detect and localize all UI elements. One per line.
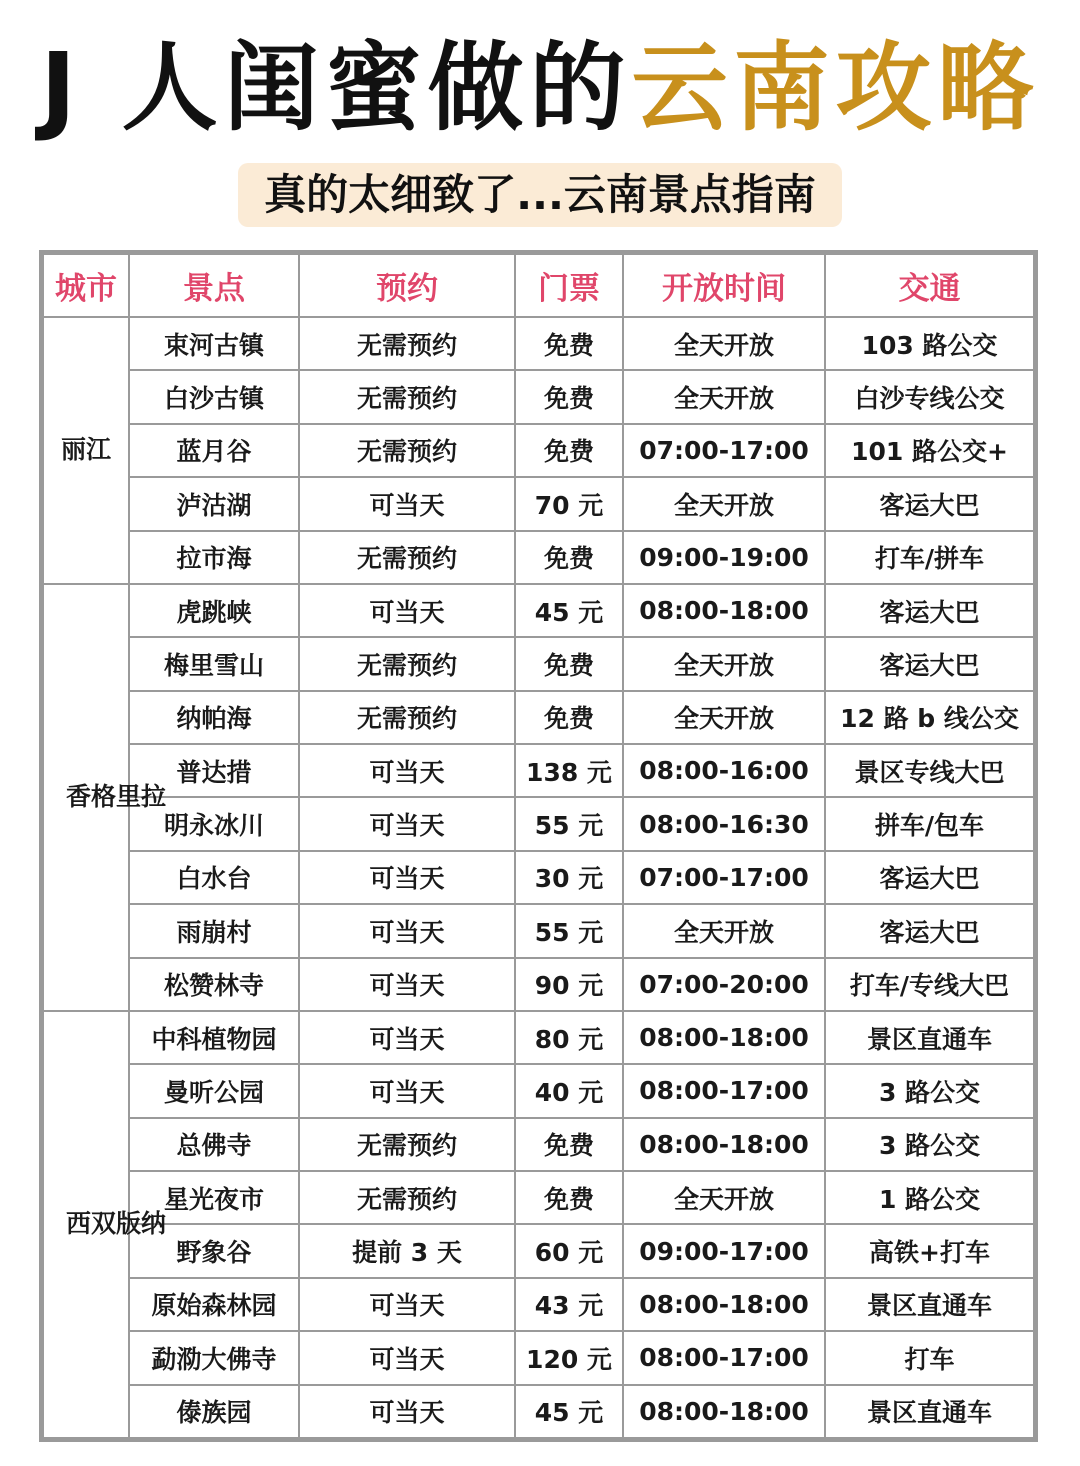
attraction-cell: 中科植物园: [129, 1011, 299, 1064]
ticket-cell: 43 元: [515, 1278, 623, 1331]
ticket-cell: 免费: [515, 424, 623, 477]
transport-cell: 打车/拼车: [825, 531, 1034, 584]
table-row: [43, 1064, 1034, 1117]
transport-cell: 3 路公交: [825, 1118, 1034, 1171]
city-label: 丽江: [60, 435, 111, 465]
transport-cell: 客运大巴: [825, 637, 1034, 690]
ticket-cell: 免费: [515, 370, 623, 423]
hours-cell: 08:00-16:00: [623, 744, 825, 797]
table-row: [43, 1385, 1034, 1439]
reservation-cell: 无需预约: [299, 531, 515, 584]
table-row: [43, 1118, 1034, 1171]
title-highlight: 云南攻略: [631, 32, 1040, 144]
ticket-cell: 55 元: [515, 904, 623, 957]
column-header-transport: 交通: [825, 254, 1034, 317]
ticket-cell: 免费: [515, 317, 623, 370]
ticket-cell: 免费: [515, 1171, 623, 1224]
attraction-cell: 曼听公园: [129, 1064, 299, 1117]
attraction-cell: 雨崩村: [129, 904, 299, 957]
ticket-cell: 70 元: [515, 477, 623, 530]
attraction-cell: 白沙古镇: [129, 370, 299, 423]
column-header-hours: 开放时间: [623, 254, 825, 317]
table-row: [43, 958, 1034, 1011]
attraction-cell: 野象谷: [129, 1224, 299, 1277]
ticket-cell: 免费: [515, 1118, 623, 1171]
city-cell: [43, 1011, 167, 1438]
city-label: 西双版纳: [66, 1209, 167, 1239]
page-title: [0, 28, 1080, 148]
hours-cell: 07:00-20:00: [623, 958, 825, 1011]
transport-cell: 客运大巴: [825, 477, 1034, 530]
transport-cell: 景区专线大巴: [825, 744, 1034, 797]
hours-cell: 全天开放: [623, 477, 825, 530]
transport-cell: 1 路公交: [825, 1171, 1034, 1224]
hours-cell: 08:00-18:00: [623, 1278, 825, 1331]
ticket-cell: 80 元: [515, 1011, 623, 1064]
hours-cell: 08:00-18:00: [623, 1011, 825, 1064]
table-body: [43, 317, 1034, 1438]
hours-cell: 07:00-17:00: [623, 851, 825, 904]
transport-cell: 景区直通车: [825, 1011, 1034, 1064]
reservation-cell: 提前 3 天: [299, 1224, 515, 1277]
hours-cell: 09:00-17:00: [623, 1224, 825, 1277]
attractions-table: [42, 253, 1035, 1439]
attraction-cell: 纳帕海: [129, 691, 299, 744]
table-row: [43, 584, 1034, 637]
table-row: [43, 851, 1034, 904]
reservation-cell: 可当天: [299, 744, 515, 797]
transport-cell: 高铁+打车: [825, 1224, 1034, 1277]
transport-cell: 景区直通车: [825, 1278, 1034, 1331]
reservation-cell: 无需预约: [299, 370, 515, 423]
transport-cell: 打车/专线大巴: [825, 958, 1034, 1011]
reservation-cell: 可当天: [299, 477, 515, 530]
hours-cell: 全天开放: [623, 370, 825, 423]
attraction-cell: 明永冰川: [129, 797, 299, 850]
column-header-reservation: 预约: [299, 254, 515, 317]
hours-cell: 全天开放: [623, 1171, 825, 1224]
transport-cell: 白沙专线公交: [825, 370, 1034, 423]
transport-cell: 景区直通车: [825, 1385, 1034, 1439]
reservation-cell: 可当天: [299, 1064, 515, 1117]
table-row: [43, 691, 1034, 744]
title-prefix: J 人闺蜜做的: [40, 32, 632, 144]
hours-cell: 全天开放: [623, 317, 825, 370]
attraction-cell: 虎跳峡: [129, 584, 299, 637]
attraction-cell: 束河古镇: [129, 317, 299, 370]
city-cell: [43, 317, 129, 584]
hours-cell: 全天开放: [623, 904, 825, 957]
reservation-cell: 可当天: [299, 1331, 515, 1384]
ticket-cell: 138 元: [515, 744, 623, 797]
attraction-cell: 普达措: [129, 744, 299, 797]
attractions-table-container: [39, 250, 1038, 1442]
hours-cell: 08:00-18:00: [623, 584, 825, 637]
transport-cell: 3 路公交: [825, 1064, 1034, 1117]
reservation-cell: 无需预约: [299, 1171, 515, 1224]
table-row: [43, 1331, 1034, 1384]
ticket-cell: 120 元: [515, 1331, 623, 1384]
reservation-cell: 无需预约: [299, 1118, 515, 1171]
transport-cell: 打车: [825, 1331, 1034, 1384]
ticket-cell: 60 元: [515, 1224, 623, 1277]
attraction-cell: 原始森林园: [129, 1278, 299, 1331]
attraction-cell: 勐泐大佛寺: [129, 1331, 299, 1384]
reservation-cell: 可当天: [299, 851, 515, 904]
hours-cell: 全天开放: [623, 691, 825, 744]
hours-cell: 08:00-17:00: [623, 1331, 825, 1384]
hours-cell: 08:00-17:00: [623, 1064, 825, 1117]
hours-cell: 08:00-18:00: [623, 1385, 825, 1439]
ticket-cell: 40 元: [515, 1064, 623, 1117]
ticket-cell: 免费: [515, 637, 623, 690]
column-header-attraction: 景点: [129, 254, 299, 317]
reservation-cell: 可当天: [299, 904, 515, 957]
ticket-cell: 55 元: [515, 797, 623, 850]
attraction-cell: 泸沽湖: [129, 477, 299, 530]
attraction-cell: 星光夜市: [129, 1171, 299, 1224]
ticket-cell: 免费: [515, 531, 623, 584]
subtitle-banner: 真的太细致了...云南景点指南: [238, 163, 842, 227]
column-header-city: 城市: [43, 254, 129, 317]
table-row: [43, 1011, 1034, 1064]
transport-cell: 客运大巴: [825, 584, 1034, 637]
reservation-cell: 无需预约: [299, 317, 515, 370]
table-row: [43, 370, 1034, 423]
table-row: [43, 744, 1034, 797]
reservation-cell: 可当天: [299, 797, 515, 850]
transport-cell: 101 路公交+: [825, 424, 1034, 477]
reservation-cell: 无需预约: [299, 691, 515, 744]
reservation-cell: 可当天: [299, 584, 515, 637]
hours-cell: 09:00-19:00: [623, 531, 825, 584]
transport-cell: 客运大巴: [825, 851, 1034, 904]
ticket-cell: 30 元: [515, 851, 623, 904]
reservation-cell: 可当天: [299, 1278, 515, 1331]
transport-cell: 拼车/包车: [825, 797, 1034, 850]
attraction-cell: 白水台: [129, 851, 299, 904]
ticket-cell: 45 元: [515, 584, 623, 637]
transport-cell: 12 路 b 线公交: [825, 691, 1034, 744]
ticket-cell: 90 元: [515, 958, 623, 1011]
table-row: [43, 904, 1034, 957]
hours-cell: 08:00-18:00: [623, 1118, 825, 1171]
table-row: [43, 317, 1034, 370]
attraction-cell: 松赞林寺: [129, 958, 299, 1011]
attraction-cell: 傣族园: [129, 1385, 299, 1439]
hours-cell: 07:00-17:00: [623, 424, 825, 477]
attraction-cell: 蓝月谷: [129, 424, 299, 477]
ticket-cell: 45 元: [515, 1385, 623, 1439]
table-row: [43, 477, 1034, 530]
table-row: [43, 1278, 1034, 1331]
attraction-cell: 梅里雪山: [129, 637, 299, 690]
table-row: [43, 1171, 1034, 1224]
reservation-cell: 可当天: [299, 958, 515, 1011]
transport-cell: 客运大巴: [825, 904, 1034, 957]
column-header-ticket: 门票: [515, 254, 623, 317]
transport-cell: 103 路公交: [825, 317, 1034, 370]
city-cell: [43, 584, 167, 1011]
city-label: 香格里拉: [66, 782, 167, 812]
hours-cell: 全天开放: [623, 637, 825, 690]
reservation-cell: 无需预约: [299, 637, 515, 690]
table-header-row: [43, 254, 1034, 317]
reservation-cell: 可当天: [299, 1385, 515, 1439]
table-row: [43, 424, 1034, 477]
ticket-cell: 免费: [515, 691, 623, 744]
table-row: [43, 797, 1034, 850]
table-row: [43, 1224, 1034, 1277]
reservation-cell: 可当天: [299, 1011, 515, 1064]
table-row: [43, 637, 1034, 690]
attraction-cell: 拉市海: [129, 531, 299, 584]
hours-cell: 08:00-16:30: [623, 797, 825, 850]
attraction-cell: 总佛寺: [129, 1118, 299, 1171]
reservation-cell: 无需预约: [299, 424, 515, 477]
table-row: [43, 531, 1034, 584]
